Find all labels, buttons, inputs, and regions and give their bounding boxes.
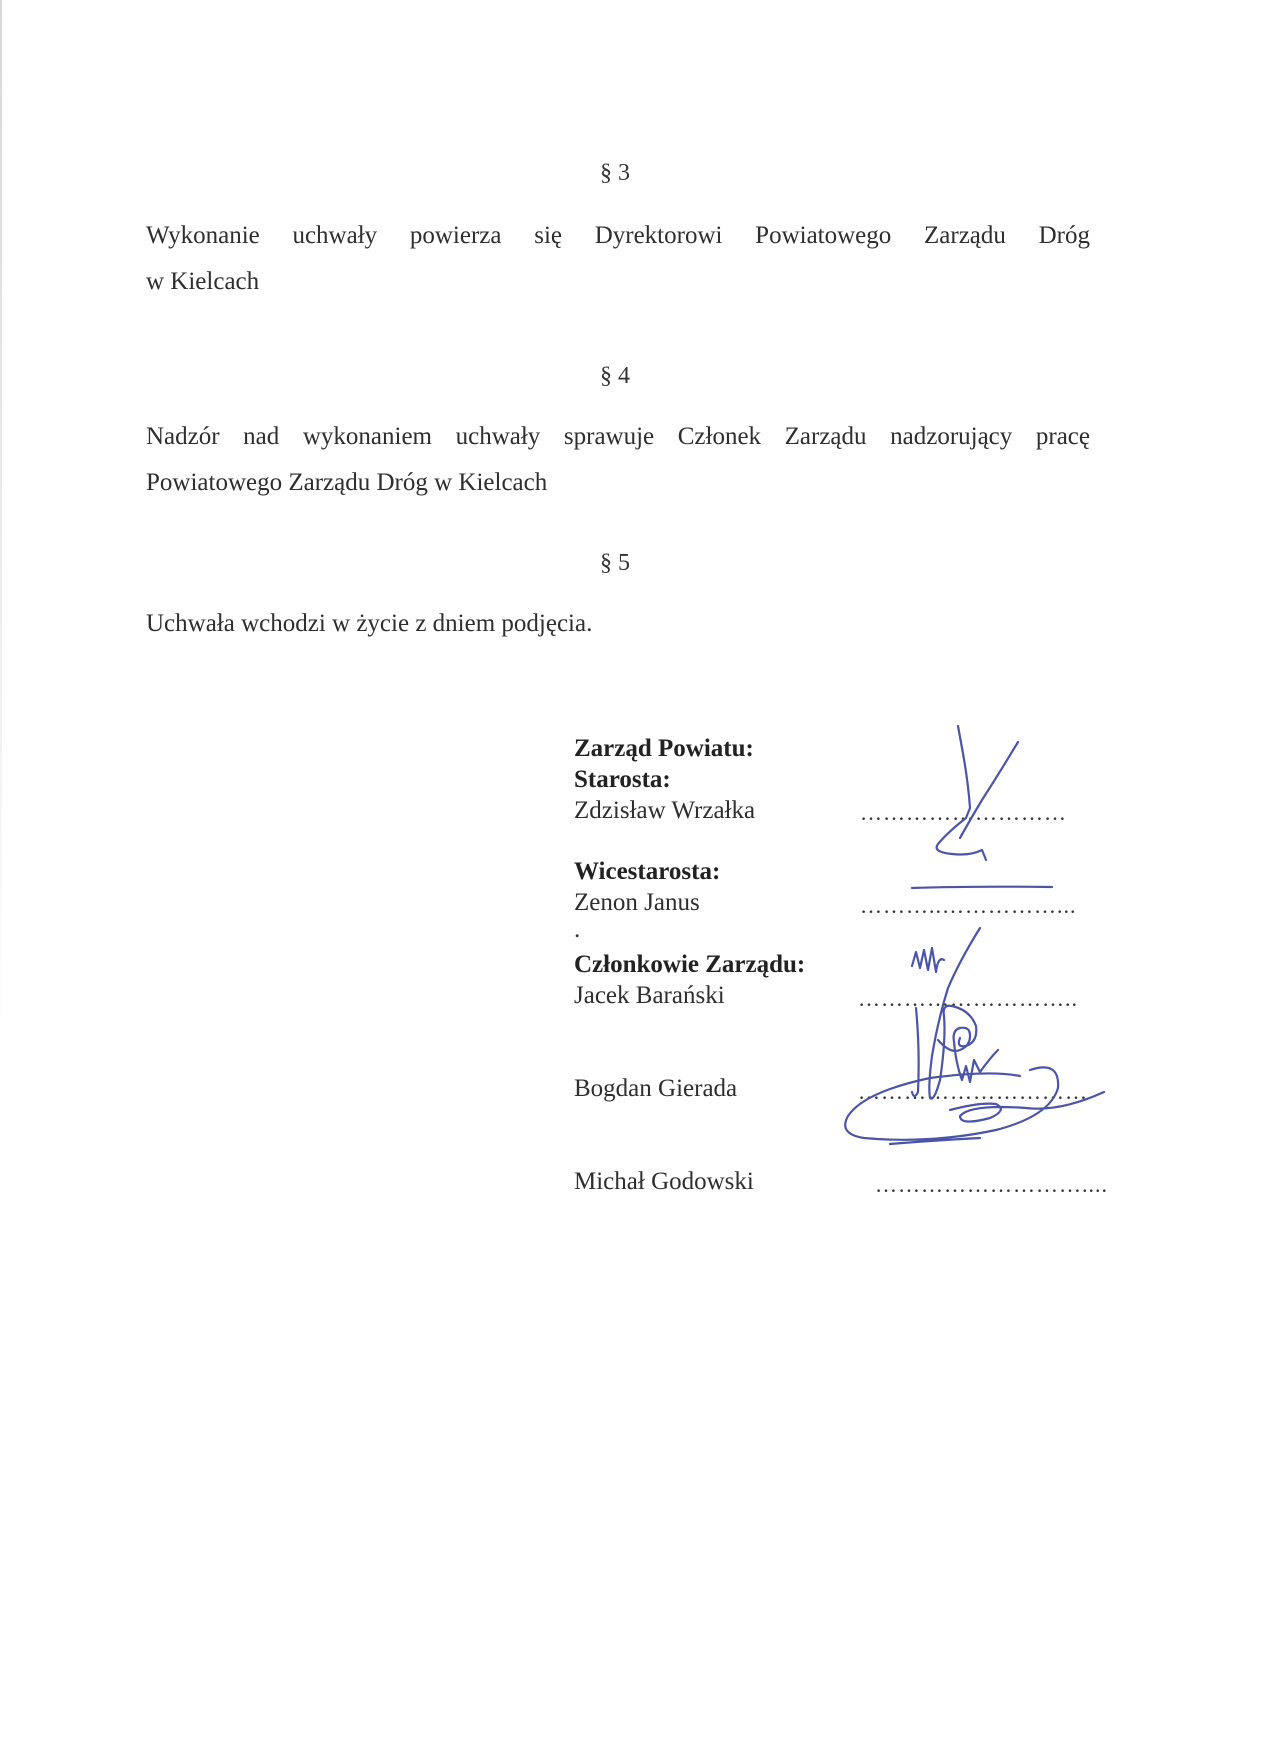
board-heading: Zarząd Powiatu: bbox=[574, 735, 754, 762]
vice-signature-line: ………..……………... bbox=[860, 893, 1077, 918]
member-1-name: Jacek Barański bbox=[574, 982, 725, 1009]
section-4-line-1: Nadzór nad wykonaniem uchwały sprawuje Członek Zarządu nadzorujący pracę bbox=[146, 423, 1090, 450]
vice-heading: Wicestarosta: bbox=[574, 858, 721, 885]
member-2-signature bbox=[912, 1008, 998, 1096]
section-3-mark: § 3 bbox=[600, 160, 630, 186]
starosta-signature-line: ……………………… bbox=[860, 800, 1067, 825]
section-4-line-2: Powiatowego Zarządu Dróg w Kielcach bbox=[146, 469, 548, 496]
section-5-mark: § 5 bbox=[600, 550, 630, 576]
starosta-name: Zdzisław Wrzałka bbox=[574, 797, 756, 824]
section-4-text bbox=[146, 414, 1090, 506]
section-3-text bbox=[146, 213, 1090, 305]
scan-edge bbox=[0, 0, 2, 1060]
member-2-name: Bogdan Gierada bbox=[574, 1075, 738, 1102]
section-3-line-2: w Kielcach bbox=[146, 268, 260, 295]
member-1-signature-line: ……………………….. bbox=[858, 986, 1078, 1011]
vice-name: Zenon Janus bbox=[574, 889, 700, 916]
section-5-text bbox=[146, 601, 1090, 647]
section-4-mark: § 4 bbox=[600, 363, 630, 389]
member-3-signature-line: ……………………….... bbox=[875, 1172, 1108, 1197]
handwritten-signatures bbox=[820, 720, 1120, 1220]
members-heading: Członkowie Zarządu: bbox=[574, 951, 806, 978]
section-3-line-1: Wykonanie uchwały powierza się Dyrektorowi Powiatowego Zarządu Dróg bbox=[146, 222, 1090, 249]
member-2-signature-line: ………………………… bbox=[858, 1079, 1088, 1104]
member-3-name: Michał Godowski bbox=[574, 1168, 754, 1195]
stray-mark: . bbox=[574, 916, 581, 943]
section-5-line-1: Uchwała wchodzi w życie z dniem podjęcia. bbox=[146, 610, 593, 637]
starosta-signature bbox=[937, 726, 1018, 860]
starosta-heading: Starosta: bbox=[574, 766, 671, 793]
member-3-signature bbox=[845, 1067, 1104, 1144]
vice-signature bbox=[912, 887, 1052, 888]
